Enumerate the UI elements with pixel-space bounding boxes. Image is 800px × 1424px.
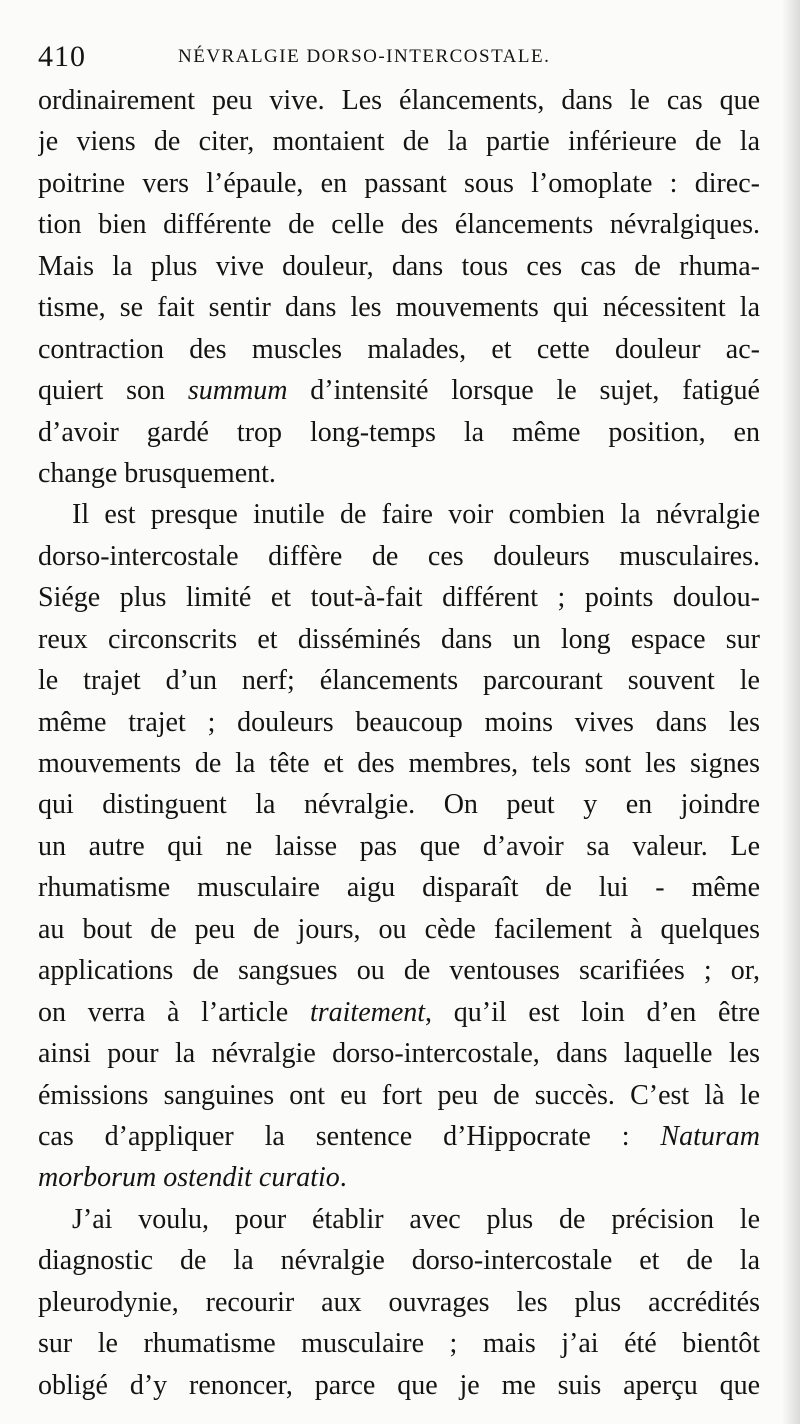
text-line: diagnostic de la névralgie dorso-intercostale et de la [38, 1245, 760, 1277]
page-edge-shadow [782, 0, 800, 1424]
text-line: qui distinguent la névralgie. On peut y en joindre [38, 789, 760, 821]
running-head: NÉVRALGIE DORSO-INTERCOSTALE. [178, 46, 551, 67]
text-segment: . [339, 1162, 347, 1194]
italic-text: Naturam [660, 1120, 760, 1152]
body-text [38, 80, 760, 1406]
text-line: au bout de peu de jours, ou cède facilement à quelques [38, 913, 760, 945]
italic-text: summum [187, 375, 288, 407]
text-line: mouvements de la tête et des membres, tels sont les signes [38, 748, 760, 779]
text-line: le trajet d’un nerf; élancements parcourant souvent le [38, 665, 760, 697]
text-line: ainsi pour la névralgie dorso-intercostale, dans laquelle les [38, 1038, 760, 1070]
paragraph-first-line: J’ai voulu, pour établir avec plus de précision le [72, 1203, 760, 1235]
text-segment: , qu’il est loin d’en être [425, 996, 760, 1028]
text-line: tion bien différente de celle des élancements névralgiques. [38, 209, 760, 241]
page-number: 410 [38, 40, 86, 73]
text-line: pleurodynie, recourir aux ouvrages les plus accrédités [38, 1286, 760, 1318]
text-segment: cas d’appliquer la sentence d’Hippocrate : [38, 1120, 661, 1152]
text-line: poitrine vers l’épaule, en passant sous l’omoplate : direc- [38, 167, 760, 199]
text-line [38, 1157, 760, 1198]
text-line [38, 992, 760, 1033]
text-line: applications de sangsues ou de ventouses scarifiées ; or, [38, 955, 760, 987]
text-line [38, 370, 760, 411]
text-line: rhumatisme musculaire aigu disparaît de lui - même [38, 872, 760, 904]
text-line: obligé d’y renoncer, parce que je me suis aperçu que [38, 1369, 760, 1401]
page-header [38, 38, 758, 78]
italic-text: morborum ostendit curatio [38, 1162, 340, 1194]
text-line: sur le rhumatisme musculaire ; mais j’ai été bientôt [38, 1328, 760, 1360]
italic-text: traitement [309, 996, 426, 1028]
text-line: d’avoir gardé trop long-temps la même position, en [38, 416, 760, 448]
text-line: contraction des muscles malades, et cette douleur ac- [38, 333, 760, 365]
text-line [38, 1116, 760, 1157]
text-segment: quiert son [38, 375, 188, 407]
text-line: émissions sanguines ont eu fort peu de succès. C’est là le [38, 1079, 760, 1111]
text-line: reux circonscrits et disséminés dans un long espace sur [38, 623, 760, 655]
text-line: Mais la plus vive douleur, dans tous ces cas de rhuma- [38, 250, 760, 282]
text-segment: on verra à l’article [38, 996, 310, 1028]
text-line: Siége plus limité et tout-à-fait différent ; points doulou- [38, 582, 760, 614]
text-line: ordinairement peu vive. Les élancements, dans le cas que [38, 85, 760, 116]
text-line: tisme, se fait sentir dans les mouvements qui nécessitent la [38, 292, 760, 324]
text-line: je viens de citer, montaient de la partie inférieure de la [38, 126, 760, 158]
text-segment: d’intensité lorsque le sujet, fatigué [287, 375, 760, 407]
text-line: change brusquement. [38, 457, 276, 489]
text-line: un autre qui ne laisse pas que d’avoir sa valeur. Le [38, 830, 760, 862]
text-line: même trajet ; douleurs beaucoup moins vives dans les [38, 706, 760, 738]
text-line: dorso-intercostale diffère de ces douleurs musculaires. [38, 540, 760, 572]
paragraph-first-line: Il est presque inutile de faire voir combien la névralgie [72, 499, 760, 531]
